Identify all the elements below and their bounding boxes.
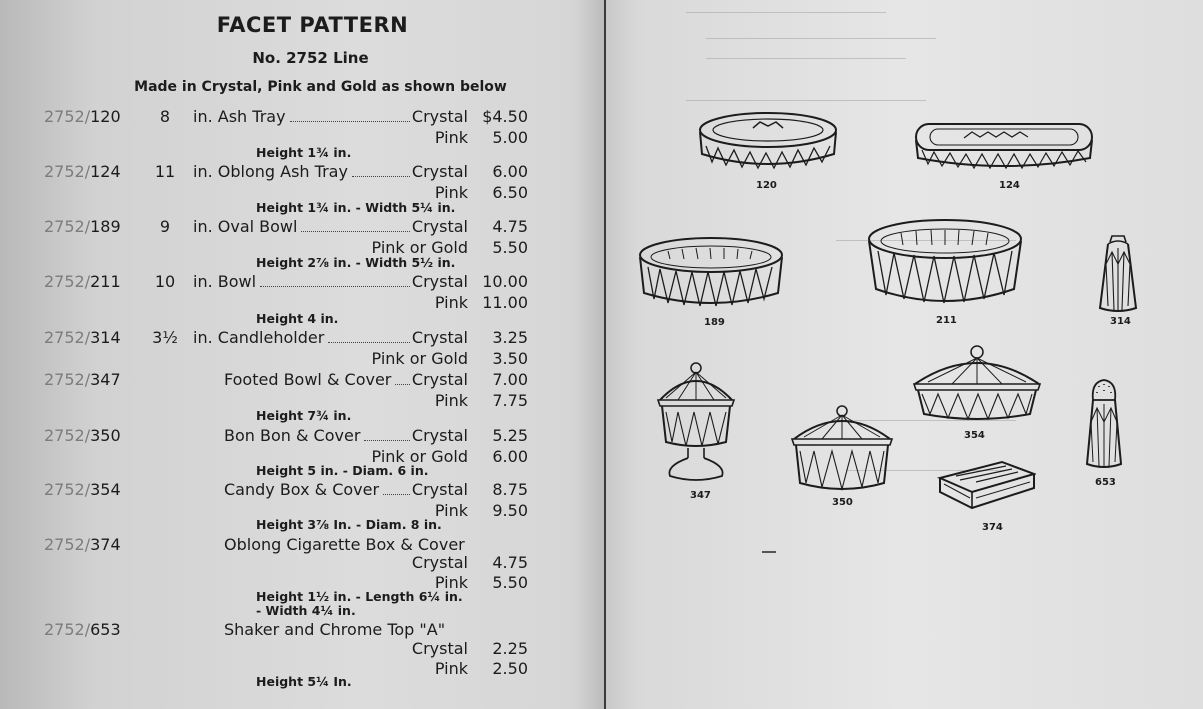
- item-name: Ash Tray: [217, 107, 286, 126]
- color-variant: Pink: [434, 391, 468, 410]
- size-unit: in.: [193, 107, 213, 126]
- item-price: 7.75: [492, 391, 528, 410]
- color-variant: Pink or Gold: [371, 447, 468, 466]
- figure-label: 374: [982, 522, 1003, 533]
- item-description: [224, 426, 360, 446]
- dimension-note: Height 2⅞ in. - Width 5½ in.: [256, 255, 456, 270]
- item-size: 9: [159, 217, 171, 236]
- item-description: [224, 535, 465, 555]
- oblong-ash-tray-drawing: [914, 122, 1094, 172]
- item-code: [44, 217, 121, 237]
- figure-label: 653: [1095, 477, 1116, 488]
- code-prefix: 2752/: [44, 328, 91, 347]
- item-code: [44, 620, 121, 640]
- item-description: [224, 620, 445, 640]
- item-description: [193, 162, 348, 182]
- figure-bonbon: [790, 405, 894, 508]
- color-variant: Pink or Gold: [371, 349, 468, 368]
- dimension-note: Height 3⅞ In. - Diam. 8 in.: [256, 517, 442, 532]
- item-name: Candy Box & Cover: [224, 480, 380, 499]
- line-number: No. 2752 Line: [252, 49, 369, 67]
- figure-label: 314: [1110, 316, 1131, 327]
- color-variant: Crystal: [411, 426, 468, 445]
- candy-box-drawing: [912, 344, 1042, 424]
- color-variant: Crystal: [411, 107, 468, 126]
- color-variant: Pink: [434, 659, 468, 678]
- dimension-note: Height 5 in. - Diam. 6 in.: [256, 463, 429, 478]
- color-variant: Crystal: [411, 370, 468, 389]
- bleed-through-line: [706, 38, 936, 39]
- figure-cigarette-box: [936, 458, 1036, 533]
- item-price: 6.00: [492, 162, 528, 181]
- bowl-drawing: [866, 217, 1024, 309]
- item-price: 4.75: [492, 553, 528, 572]
- code-number: 189: [90, 217, 121, 236]
- candleholder-drawing: [1096, 234, 1140, 314]
- color-variant: Crystal: [411, 162, 468, 181]
- leader-dots: [395, 370, 410, 385]
- price-row: [0, 328, 600, 348]
- price-row: [0, 370, 600, 390]
- dimension-note: Height 5¼ In.: [256, 674, 352, 689]
- price-row: [0, 535, 600, 555]
- code-number: 314: [90, 328, 121, 347]
- price-row: [0, 553, 600, 573]
- code-prefix: 2752/: [44, 162, 91, 181]
- color-variant: Pink or Gold: [371, 238, 468, 257]
- item-price: 2.25: [492, 639, 528, 658]
- dimension-note: Height 7¾ in.: [256, 408, 352, 423]
- code-prefix: 2752/: [44, 535, 91, 554]
- item-price: $4.50: [482, 107, 528, 126]
- figure-label: 124: [999, 180, 1020, 191]
- item-price: 11.00: [482, 293, 528, 312]
- item-code: [44, 370, 121, 390]
- price-row: [0, 620, 600, 640]
- figure-bowl: [866, 217, 1024, 326]
- color-variant: Pink: [434, 183, 468, 202]
- color-variant: Crystal: [411, 639, 468, 658]
- stray-mark: [762, 551, 776, 553]
- item-price: 7.00: [492, 370, 528, 389]
- ash-tray-drawing: [698, 110, 838, 175]
- item-price: 4.75: [492, 217, 528, 236]
- color-variant: Pink: [434, 573, 468, 592]
- bleed-through-line: [686, 12, 886, 13]
- page-subtitle: Made in Crystal, Pink and Gold as shown below: [134, 79, 507, 95]
- item-description: [224, 370, 391, 390]
- figure-label: 350: [832, 497, 853, 508]
- item-description: [193, 272, 256, 292]
- color-variant: Pink: [434, 293, 468, 312]
- shaker-drawing: [1083, 378, 1125, 470]
- leader-dots: [352, 162, 410, 177]
- figure-candleholder: [1096, 234, 1140, 327]
- code-prefix: 2752/: [44, 107, 91, 126]
- bonbon-drawing: [790, 405, 894, 491]
- item-code: [44, 107, 121, 127]
- item-price: 5.50: [492, 238, 528, 257]
- item-code: [44, 162, 121, 182]
- price-row: [0, 272, 600, 292]
- item-size: 8: [159, 107, 171, 126]
- leader-dots: [364, 426, 410, 441]
- price-row: [0, 162, 600, 182]
- item-name: Bon Bon & Cover: [224, 426, 361, 445]
- figure-label: 120: [756, 180, 777, 191]
- item-name: Shaker and Chrome Top "A": [224, 620, 446, 639]
- code-prefix: 2752/: [44, 426, 91, 445]
- item-name: Oblong Ash Tray: [217, 162, 348, 181]
- code-prefix: 2752/: [44, 272, 91, 291]
- code-number: 124: [90, 162, 121, 181]
- item-size: 10: [154, 272, 176, 291]
- dimension-note: Height 4 in.: [256, 311, 339, 326]
- size-unit: in.: [193, 272, 213, 291]
- size-unit: in.: [193, 328, 213, 347]
- code-number: 653: [90, 620, 121, 639]
- size-unit: in.: [193, 162, 213, 181]
- item-price: 10.00: [482, 272, 528, 291]
- code-number: 347: [90, 370, 121, 389]
- bleed-through-line: [706, 58, 906, 59]
- item-code: [44, 480, 121, 500]
- item-price: 3.50: [492, 349, 528, 368]
- color-variant: Crystal: [411, 480, 468, 499]
- price-row: [0, 293, 600, 313]
- figure-label: 189: [704, 317, 725, 328]
- leader-dots: [383, 480, 410, 495]
- leader-dots: [301, 217, 409, 232]
- item-name: Candleholder: [217, 328, 325, 347]
- figure-oval-bowl: [638, 235, 784, 328]
- bleed-through-line: [686, 100, 926, 101]
- item-price: 9.50: [492, 501, 528, 520]
- page-title: FACET PATTERN: [216, 13, 409, 37]
- price-row: [0, 217, 600, 237]
- oval-bowl-drawing: [638, 235, 784, 311]
- price-row: [0, 480, 600, 500]
- code-number: 374: [90, 535, 121, 554]
- leader-dots: [290, 107, 410, 122]
- color-variant: Crystal: [411, 553, 468, 572]
- color-variant: Pink: [434, 128, 468, 147]
- item-name: Oblong Cigarette Box & Cover: [224, 535, 465, 554]
- item-description: [224, 480, 379, 500]
- code-number: 211: [90, 272, 121, 291]
- item-size: 3½: [152, 328, 178, 347]
- item-description: [193, 217, 297, 237]
- code-prefix: 2752/: [44, 620, 91, 639]
- item-price: 8.75: [492, 480, 528, 499]
- code-number: 120: [90, 107, 121, 126]
- item-price: 6.50: [492, 183, 528, 202]
- code-prefix: 2752/: [44, 217, 91, 236]
- item-name: Bowl: [217, 272, 257, 291]
- figure-oblong-ash-tray: [914, 122, 1094, 191]
- size-unit: in.: [193, 217, 213, 236]
- figure-ash-tray: [698, 110, 838, 191]
- item-price: 3.25: [492, 328, 528, 347]
- price-row: [0, 426, 600, 446]
- color-variant: Crystal: [411, 217, 468, 236]
- price-row: [0, 349, 600, 369]
- cigarette-box-drawing: [936, 458, 1036, 514]
- figure-candy-box: [912, 344, 1042, 441]
- item-name: Footed Bowl & Cover: [224, 370, 392, 389]
- color-variant: Crystal: [411, 328, 468, 347]
- dimension-note: Height 1¾ in. - Width 5¼ in.: [256, 200, 456, 215]
- code-prefix: 2752/: [44, 480, 91, 499]
- item-size: 11: [154, 162, 176, 181]
- item-price: 5.50: [492, 573, 528, 592]
- color-variant: Crystal: [411, 272, 468, 291]
- dimension-note: Height 1½ in. - Length 6¼ in. - Width 4¼ in.: [256, 589, 463, 618]
- figure-label: 347: [690, 490, 711, 501]
- figure-shaker: [1083, 378, 1125, 488]
- code-number: 354: [90, 480, 121, 499]
- color-variant: Pink: [434, 501, 468, 520]
- figure-label: 211: [936, 315, 957, 326]
- item-description: [193, 328, 324, 348]
- price-row: [0, 639, 600, 659]
- item-code: [44, 328, 121, 348]
- item-code: [44, 535, 121, 555]
- leader-dots: [260, 272, 410, 287]
- item-description: [193, 107, 286, 127]
- figure-label: 354: [964, 430, 985, 441]
- figure-footed-bowl: [656, 362, 736, 501]
- footed-bowl-drawing: [656, 362, 736, 486]
- item-code: [44, 426, 121, 446]
- item-price: 2.50: [492, 659, 528, 678]
- dimension-note: Height 1¾ in.: [256, 145, 352, 160]
- item-price: 5.00: [492, 128, 528, 147]
- leader-dots: [328, 328, 410, 343]
- illustration-page: [606, 0, 1203, 709]
- item-price: 5.25: [492, 426, 528, 445]
- item-code: [44, 272, 121, 292]
- code-prefix: 2752/: [44, 370, 91, 389]
- code-number: 350: [90, 426, 121, 445]
- price-row: [0, 107, 600, 127]
- item-price: 6.00: [492, 447, 528, 466]
- item-name: Oval Bowl: [217, 217, 298, 236]
